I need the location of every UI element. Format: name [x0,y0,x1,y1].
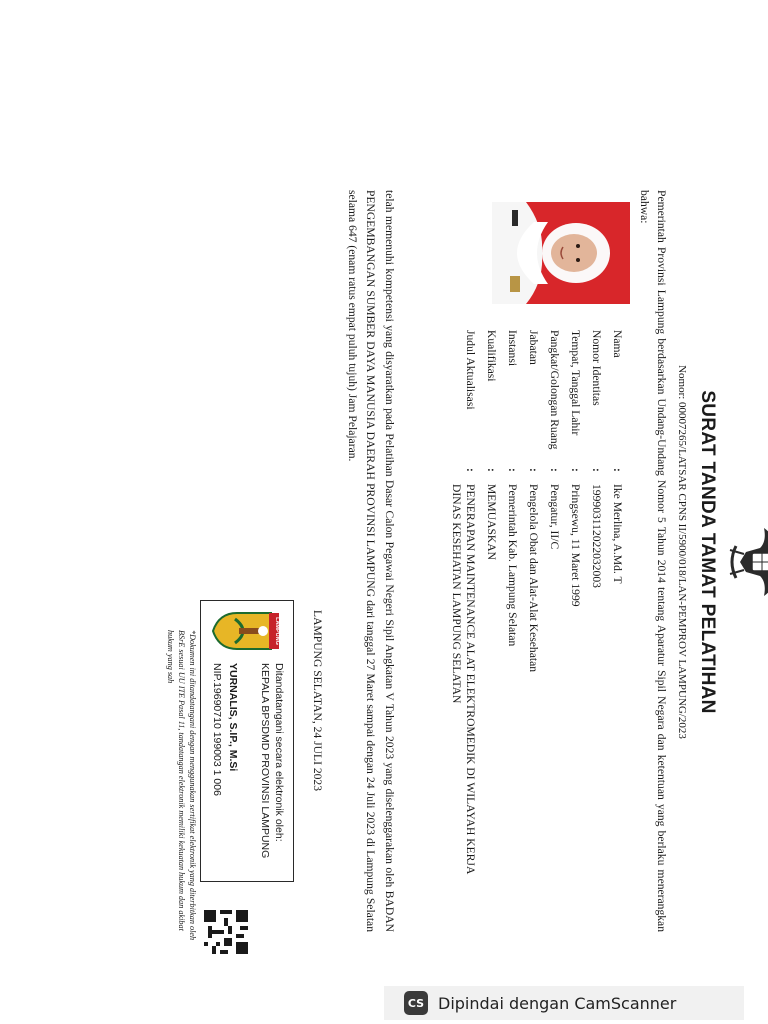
lampung-logo-text: LAMPUNG [274,617,280,645]
field-label-kualifikasi: Kualifikasi [485,330,498,382]
field-value-jabatan: Pengelola Obat dan Alat-Alat Kesehatan [527,484,540,673]
field-value-nomor-identitas: 199903112022032003 [590,484,603,588]
camscanner-badge [384,986,744,1020]
field-colon: : [569,468,582,472]
closing-paragraph: telah memenuhi kompetensi yang disyaratkan pada Pelatihan Dasar Calon Pegawai Negeri Sipil Angkatan V Tahun 2023 yang diselenggarakan oleh BADAN PENGEMBANGAN SUMBER DAYA MANUSIA DAERAH PROVINSI LAMPUNG dari tanggal 27 Maret sampai dengan 24 Juli 2023 di Lampung Selatan selama 647 (enam ratus empat puluh tujuh) Jam Pelajaran. [346,190,396,932]
field-label-jabatan: Jabatan [527,330,540,365]
field-value-instansi: Pemerintah Kab. Lampung Selatan [506,484,519,647]
field-colon: : [611,468,624,472]
field-colon: : [485,468,498,472]
signature-line-2: KEPALA BPSDMD PROVINSI LAMPUNG [259,663,271,859]
camscanner-text: Dipindai dengan CamScanner [438,993,677,1013]
garuda-emblem [722,522,768,602]
field-label-nama: Nama [611,330,624,358]
field-colon: : [464,468,477,472]
lampung-logo-icon [211,609,281,653]
field-label-judul-aktualisasi: Judul Aktualisasi [464,330,477,410]
field-colon: : [506,468,519,472]
field-colon: : [527,468,540,472]
intro-paragraph: Pemerintah Provinsi Lampung berdasarkan Undang-Undang Nomor 5 Tahun 2014 tentang Aparatur Sipil Negara dan ketentuan yang berlaku menerangkan bahwa: [638,190,668,932]
field-value-tempat-tanggal-lahir: Pringsewu, 11 Maret 1999 [569,484,582,607]
field-value-nama: Ike Merlina, A.Md. T [611,484,624,584]
certificate-number: Nomor: 00007265/LATSAR CPNS II/5900/018/LAN-PEMPROV LAMPUNG/2023 [676,365,688,739]
signature-box [200,600,294,882]
field-colon: : [590,468,603,472]
field-value-judul-aktualisasi: PENERAPAN MAINTENANCE ALAT ELEKTROMEDIK DI WILAYAH KERJA DINAS KESEHATAN LAMPUNG SELATAN [450,484,477,874]
qr-code-icon [204,910,248,954]
signature-line-1: Ditandatangani secara elektronik oleh: [273,663,285,842]
field-label-nomor-identitas: Nomor Identitas [590,330,603,406]
signatory-nip: NIP.19690710 199003 1 006 [211,663,223,796]
field-value-kualifikasi: MEMUASKAN [485,484,498,561]
camscanner-logo-icon: CS [404,991,428,1015]
field-value-pangkat-golongan: Pengatur, II/C [548,484,561,550]
field-label-tempat-tanggal-lahir: Tempat, Tanggal Lahir [569,330,582,436]
signatory-name: YURNALIS, S.IP., M.Si [227,663,239,772]
field-label-instansi: Instansi [506,330,519,367]
field-colon: : [548,468,561,472]
certificate-title: SURAT TANDA TAMAT PELATIHAN [697,390,718,714]
field-label-pangkat-golongan: Pangkat/Golongan Ruang [548,330,561,450]
footnote: *Dokumen ini ditandatangani dengan menggunakan sertifikat elektronik yang diterbitkan oleh BSrE sesuai UU ITE Pasal 11, tandatangan elektronik memiliki kekuatan hukum dan akibat hukum yang sah [166,630,197,941]
place-date: LAMPUNG SELATAN, 24 JULI 2023 [311,610,324,792]
participant-photo [492,202,630,304]
certificate [166,150,734,954]
